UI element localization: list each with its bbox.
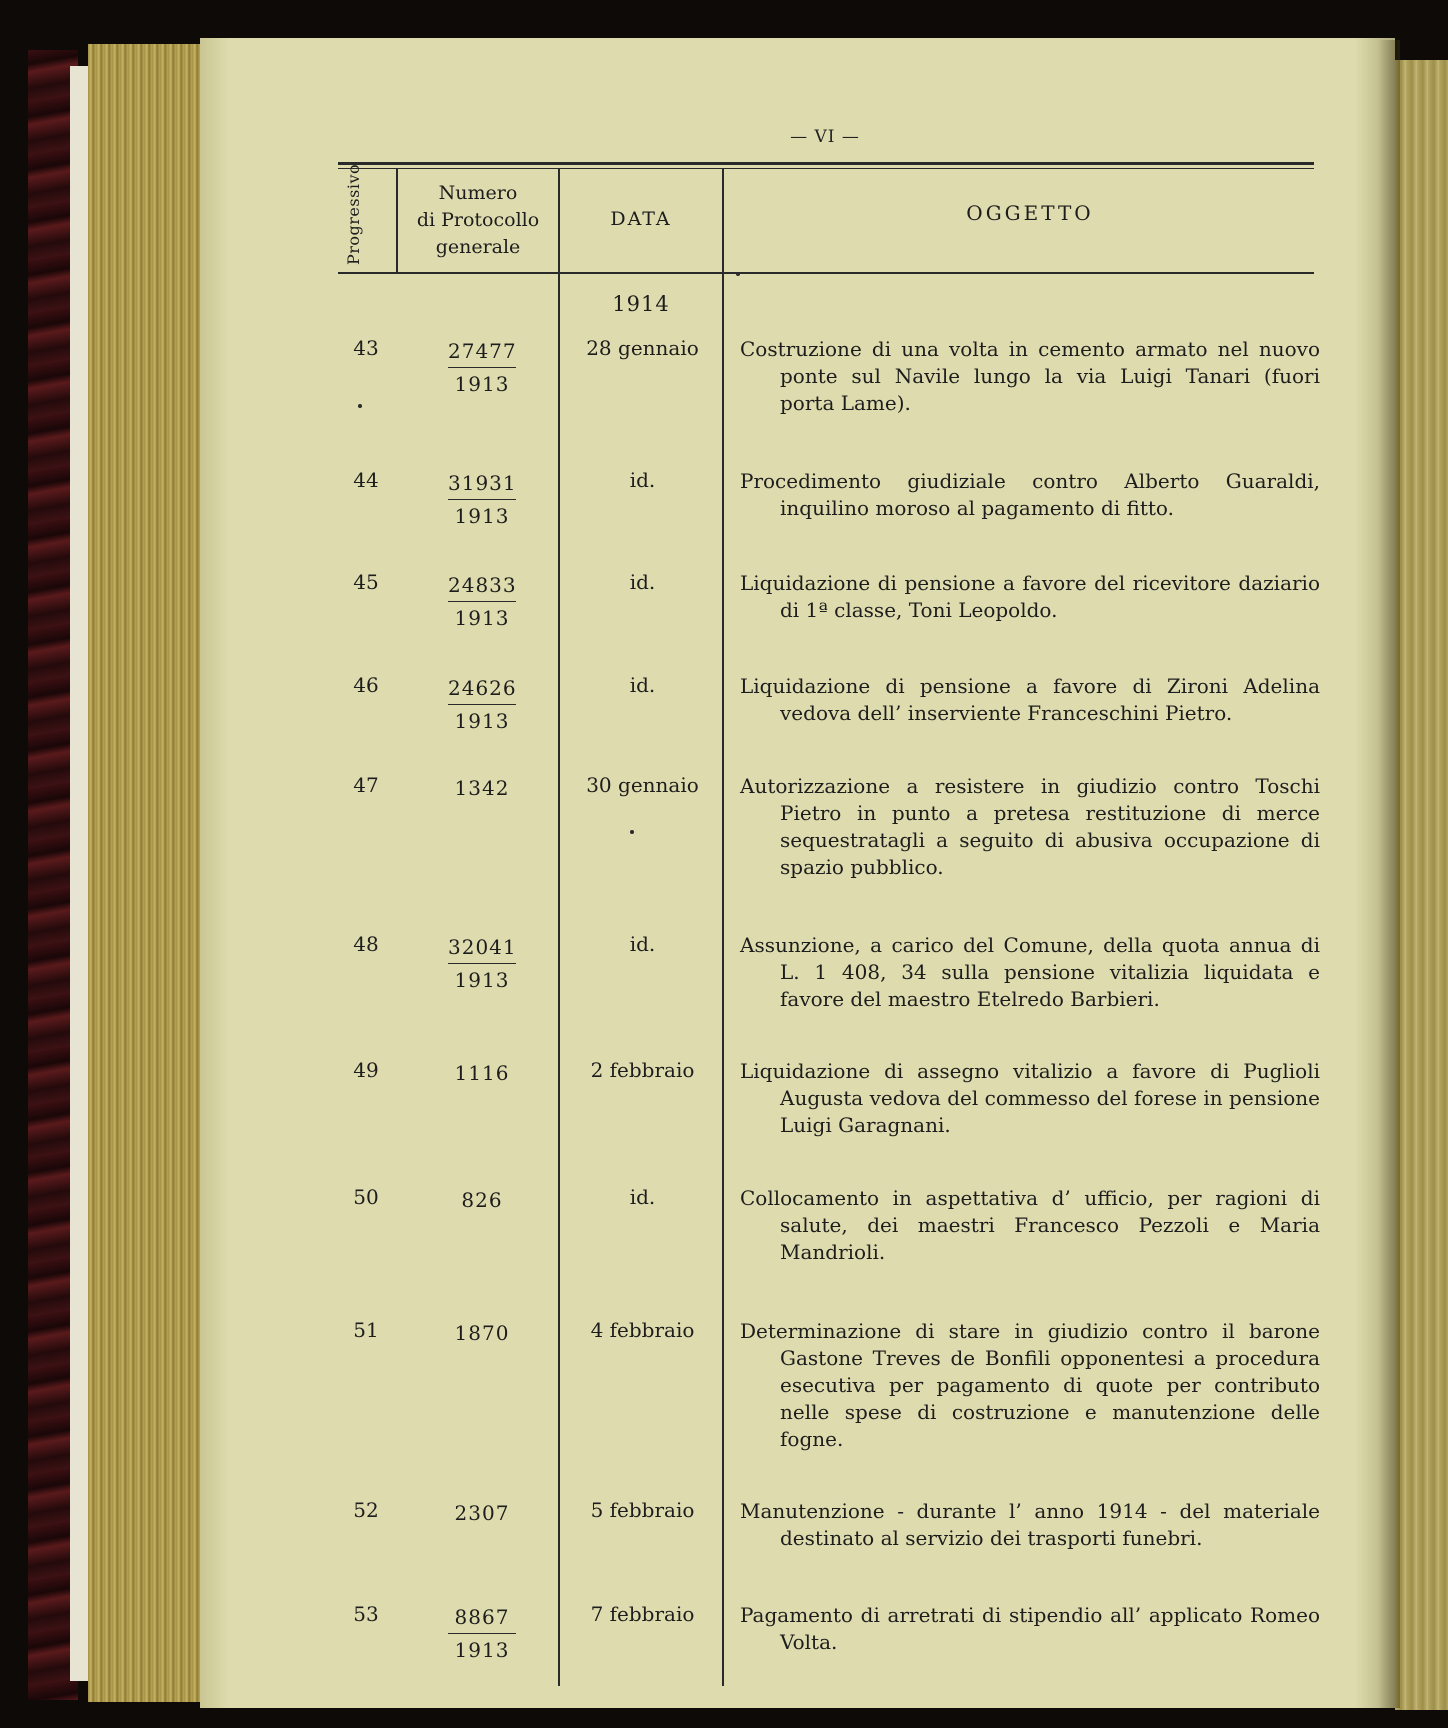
- row-number: 53: [353, 1602, 379, 1626]
- row-subject: Procedimento giudiziale contro Alberto Guaraldi, inquilino moroso al pagamento di fitto.: [740, 469, 1320, 520]
- row-date: 2 febbraio: [590, 1058, 695, 1082]
- protocol-year: 1913: [454, 606, 510, 630]
- row-number: 52: [353, 1498, 379, 1522]
- protocol-value: 826: [461, 1188, 503, 1212]
- row-date: 5 febbraio: [590, 1498, 695, 1522]
- year-label: 1914: [612, 292, 670, 316]
- header-bottom-rule: [338, 272, 1314, 274]
- protocol-value: 1116: [454, 1061, 510, 1085]
- row-number: 45: [353, 570, 379, 594]
- col-divider-3: [722, 168, 724, 1686]
- column-header-protocollo: Numero di Protocollo generale: [416, 182, 540, 258]
- protocol-value: 27477: [448, 336, 516, 368]
- print-speck: [630, 830, 634, 834]
- col-divider-2: [558, 168, 560, 1686]
- row-date: id.: [629, 932, 656, 956]
- protocol-value: 2307: [454, 1501, 510, 1525]
- protocol-number: [432, 1498, 532, 1528]
- row-number: 49: [353, 1058, 379, 1082]
- row-subject: Assunzione, a carico del Comune, della quota annua di L. 1 408, 34 sulla pensione vitalizia liquidata e favore del maestro Etelredo Barbieri.: [740, 933, 1320, 1011]
- row-number: 51: [353, 1318, 379, 1342]
- protocol-year: 1913: [454, 709, 510, 733]
- protocol-number: [432, 570, 532, 633]
- row-date: id.: [629, 570, 656, 594]
- protocol-number: [432, 932, 532, 995]
- protocol-value: 8867: [448, 1602, 516, 1634]
- print-speck: [736, 272, 740, 276]
- protocol-number: [432, 468, 532, 531]
- row-number: 47: [353, 773, 379, 797]
- row-date: id.: [629, 1185, 656, 1209]
- row-date: 30 gennaio: [586, 773, 699, 797]
- row-subject: Pagamento di arretrati di stipendio all’ applicato Romeo Volta.: [740, 1603, 1320, 1654]
- protocol-value: 24833: [448, 570, 516, 602]
- protocol-number: [432, 773, 532, 803]
- row-subject: Determinazione di stare in giudizio contro il barone Gastone Treves de Bonfili opponentesi a procedura esecutiva per pagamento di quote per contributo nelle spese di costruzione e manutenzione delle fogne.: [740, 1319, 1320, 1451]
- row-date: 7 febbraio: [590, 1602, 695, 1626]
- protocol-number: [432, 1602, 532, 1665]
- protocol-year: 1913: [454, 968, 510, 992]
- row-number: 46: [353, 673, 379, 697]
- page-number-header: — VI —: [790, 127, 860, 147]
- row-number: 43: [353, 336, 379, 360]
- row-number: 50: [353, 1185, 379, 1209]
- row-number: 44: [353, 468, 379, 492]
- column-header-oggetto: OGGETTO: [966, 201, 1094, 225]
- print-speck: [358, 404, 362, 408]
- protocol-year: 1913: [454, 1638, 510, 1662]
- row-subject: Liquidazione di assegno vitalizio a favore di Puglioli Augusta vedova del commesso del forese in pensione Luigi Garagnani.: [740, 1059, 1320, 1137]
- row-subject: Liquidazione di pensione a favore del ricevitore daziario di 1ª classe, Toni Leopoldo.: [740, 571, 1320, 622]
- protocol-value: 1342: [454, 776, 510, 800]
- protocol-year: 1913: [454, 372, 510, 396]
- row-subject: Manutenzione - durante l’ anno 1914 - del materiale destinato al servizio dei trasporti funebri.: [740, 1499, 1320, 1550]
- protocol-value: 24626: [448, 673, 516, 705]
- protocol-value: 31931: [448, 468, 516, 500]
- row-date: 28 gennaio: [586, 336, 699, 360]
- column-header-data: DATA: [610, 208, 672, 230]
- row-subject: Autorizzazione a resistere in giudizio contro Toschi Pietro in punto a pretesa restituzione di merce sequestratagli a seguito di abusiva occupazione di spazio pubblico.: [740, 774, 1320, 879]
- column-header-progressivo: Progressivo: [344, 163, 363, 265]
- table-top-rule: [338, 162, 1314, 165]
- page-gutter-shadow: [1378, 40, 1400, 1708]
- row-date: id.: [629, 468, 656, 492]
- page-edges-right: [1395, 60, 1448, 1710]
- protocol-number: [432, 673, 532, 736]
- protocol-number: [432, 1058, 532, 1088]
- row-subject: Liquidazione di pensione a favore di Zironi Adelina vedova dell’ inserviente Franceschini Pietro.: [740, 674, 1320, 725]
- col-divider-1: [396, 168, 398, 273]
- protocol-year: 1913: [454, 504, 510, 528]
- protocol-value: 1870: [454, 1321, 510, 1345]
- row-subject: Collocamento in aspettativa d’ ufficio, per ragioni di salute, dei maestri Francesco Pezzoli e Maria Mandrioli.: [740, 1186, 1320, 1264]
- row-date: id.: [629, 673, 656, 697]
- row-subject: Costruzione di una volta in cemento armato nel nuovo ponte sul Navile lungo la via Luigi Tanari (fuori porta Lame).: [740, 337, 1320, 415]
- protocol-value: 32041: [448, 932, 516, 964]
- protocol-number: [432, 1185, 532, 1215]
- table-top-rule-thin: [338, 168, 1314, 169]
- row-date: 4 febbraio: [590, 1318, 695, 1342]
- row-number: 48: [353, 932, 379, 956]
- protocol-number: [432, 1318, 532, 1348]
- protocol-number: [432, 336, 532, 399]
